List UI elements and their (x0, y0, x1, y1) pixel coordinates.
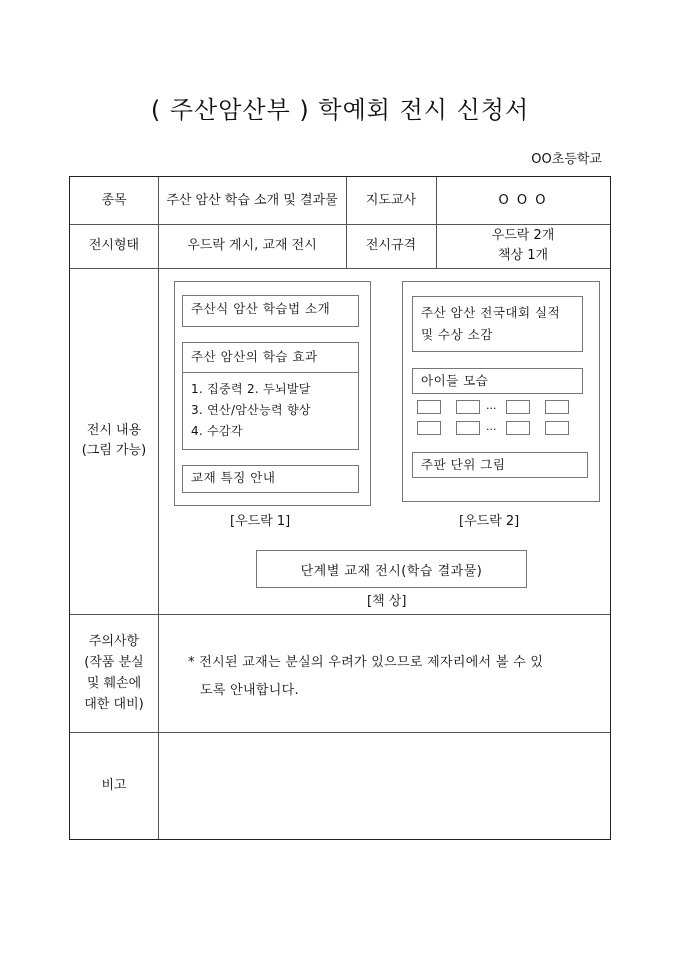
ellipsis: ··· (486, 402, 497, 415)
teacher-label: 지도교사 (365, 192, 417, 208)
textbook-features: 교재 특징 안내 (182, 465, 359, 493)
photo-placeholder (456, 400, 480, 414)
photo-placeholder (417, 421, 441, 435)
children-photos: 아이들 모습 (412, 368, 583, 394)
photo-placeholder (545, 421, 569, 435)
effect-item: 4. 수감각 (191, 424, 243, 438)
application-form (69, 176, 611, 840)
caution-label-line1: 주의사항 (88, 634, 140, 649)
remarks-field[interactable] (159, 733, 609, 838)
spec-label: 전시규격 (365, 238, 417, 253)
desk-caption: [책 상] (367, 594, 407, 609)
school-name: OO초등학교 (531, 152, 602, 167)
caution-label-line2: (작품 분실 (84, 655, 144, 670)
caution-text-line1: * 전시된 교재는 분실의 우려가 있으므로 제자리에서 볼 수 있 (188, 655, 544, 670)
content-label-line1: 전시 내용 (86, 423, 142, 438)
woodlock-1-board (174, 281, 371, 506)
photo-placeholder (456, 421, 480, 435)
woodlock-1-caption: [우드락 1] (230, 514, 291, 529)
competition-results-line1: 주산 암산 전국대회 실적 (421, 305, 561, 320)
learning-effect-title: 주산 암산의 학습 효과 (183, 343, 358, 373)
abacus-method-intro: 주산식 암산 학습법 소개 (182, 295, 359, 327)
teacher-value: O O O (498, 192, 548, 208)
caution-text-line2: 도록 안내합니다. (200, 683, 299, 698)
caution-label-line4: 대한 대비) (84, 697, 144, 712)
document-title: ( 주산암산부 ) 학예회 전시 신청서 (150, 96, 530, 124)
content-label (70, 268, 158, 614)
competition-results-line2: 및 수상 소감 (421, 327, 493, 342)
photo-placeholder (506, 400, 530, 414)
desk-textbook-display: 단계별 교재 전시(학습 결과물) (256, 550, 527, 588)
effect-item: 3. 연산/암산능력 향상 (191, 403, 311, 417)
ellipsis: ··· (486, 423, 497, 436)
abacus-unit-diagram: 주판 단위 그림 (412, 452, 588, 478)
event-value: 주산 암산 학습 소개 및 결과물 (166, 192, 338, 208)
spec-value-woodlock: 우드락 2개 (491, 228, 555, 243)
caution-label (70, 614, 158, 732)
woodlock-2-board (402, 281, 600, 502)
learning-effect-list (191, 379, 311, 442)
woodlock-2-caption: [우드락 2] (459, 514, 520, 529)
spec-value-desk: 책상 1개 (497, 248, 549, 263)
type-value: 우드락 게시, 교재 전시 (187, 238, 317, 253)
caution-text (188, 649, 608, 705)
competition-results (412, 296, 583, 352)
effect-item: 1. 집중력 2. 두뇌발달 (191, 382, 311, 396)
type-label: 전시형태 (88, 238, 140, 253)
remarks-label: 비고 (101, 777, 127, 793)
photo-placeholder (417, 400, 441, 414)
photo-placeholder (545, 400, 569, 414)
caution-label-line3: 및 훼손에 (86, 676, 142, 691)
content-label-line2: (그림 가능) (81, 443, 147, 458)
photo-placeholder (506, 421, 530, 435)
learning-effect-box (182, 342, 359, 450)
event-label: 종목 (101, 192, 127, 208)
spec-value (436, 224, 610, 268)
